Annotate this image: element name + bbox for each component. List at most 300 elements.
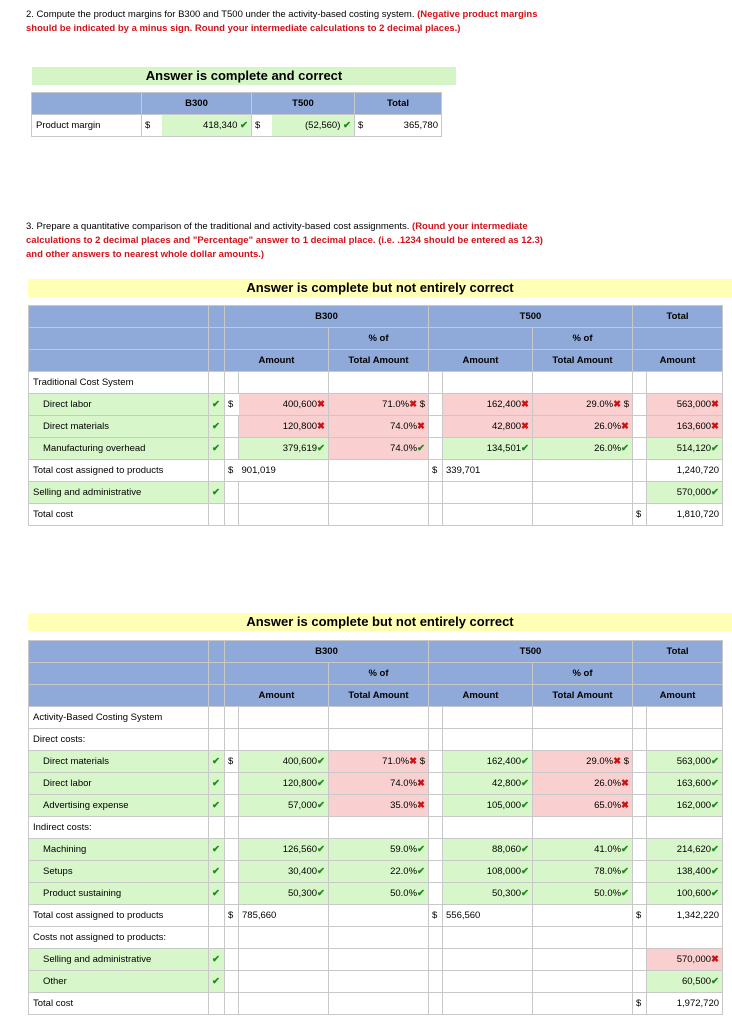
table-cell: Total Amount: [533, 350, 633, 372]
table-cell: [633, 460, 647, 482]
table-cell: Total Amount: [329, 685, 429, 707]
banner-abc: Answer is complete but not entirely correct: [28, 613, 732, 631]
check-icon: ✔: [209, 394, 225, 416]
check-icon: ✔: [240, 120, 248, 131]
check-icon: ✔: [521, 443, 529, 454]
table-cell: [225, 993, 239, 1015]
cell-text: 50,300: [491, 888, 522, 899]
table-cell: Amount: [633, 350, 723, 372]
table-cell: [429, 993, 443, 1015]
table-row: [29, 795, 723, 817]
table-cell: [429, 927, 443, 949]
table-cell: [239, 993, 329, 1015]
cell-text: 26.0%: [594, 443, 622, 454]
table-cell: [209, 817, 225, 839]
x-icon: ✖: [409, 756, 418, 767]
cell-text: $: [419, 756, 425, 767]
cell-text: 162,000: [676, 800, 712, 811]
table-cell: $: [429, 460, 443, 482]
table-row: [29, 773, 723, 795]
table-cell[interactable]: [239, 751, 329, 773]
table-cell: [533, 729, 633, 751]
question-2-text: 2. Compute the product margins for B300 and T500 under the activity-based costing system.: [26, 9, 415, 20]
table-cell: [533, 707, 633, 729]
table-cell: Total cost assigned to products: [29, 905, 209, 927]
table-cell[interactable]: [443, 751, 533, 773]
table-cell: % of: [329, 328, 429, 350]
table-cell: Amount: [225, 685, 329, 707]
table-cell: [533, 460, 633, 482]
product-margin-label: Product margin: [32, 115, 142, 137]
x-icon: ✖: [621, 800, 630, 811]
table-cell: % of: [329, 663, 429, 685]
table-cell: [225, 883, 239, 905]
cell-text: 88,060: [491, 844, 522, 855]
table-cell: [209, 641, 225, 663]
table-cell: [633, 795, 647, 817]
table-cell: [647, 927, 723, 949]
table-cell: Indirect costs:: [29, 817, 209, 839]
table-row: [29, 350, 723, 372]
table-cell: [225, 927, 239, 949]
table-cell: [225, 504, 239, 526]
x-icon: ✖: [711, 421, 720, 432]
table-cell: [633, 883, 647, 905]
table-cell: $: [355, 115, 370, 137]
table-cell: 901,019: [239, 460, 329, 482]
table-cell: Direct costs:: [29, 729, 209, 751]
cell-text: 50.0%: [390, 888, 418, 899]
table-cell[interactable]: [239, 438, 329, 460]
cell-text: 400,600: [282, 399, 318, 410]
header-b300: B300: [225, 306, 429, 328]
table-cell: [239, 504, 329, 526]
x-icon: ✖: [317, 399, 325, 410]
check-icon: ✔: [711, 487, 720, 498]
table-cell: [225, 328, 329, 350]
table-cell: [429, 839, 443, 861]
cell-text: 126,560: [282, 844, 318, 855]
table-row: [29, 993, 723, 1015]
table-cell: [429, 394, 443, 416]
check-icon: ✔: [209, 751, 225, 773]
table-cell[interactable]: [533, 883, 633, 905]
table-cell[interactable]: [329, 751, 429, 773]
table-cell[interactable]: [443, 416, 533, 438]
table-row: [29, 372, 723, 394]
table-cell: [443, 504, 533, 526]
table-cell: [329, 729, 429, 751]
table-cell: [633, 394, 647, 416]
cell-text: 30,400: [287, 866, 318, 877]
x-icon: ✖: [417, 800, 425, 811]
table-cell: Amount: [633, 685, 723, 707]
table-cell: [533, 927, 633, 949]
check-icon: ✔: [711, 800, 720, 811]
table-cell: [533, 993, 633, 1015]
table-cell: 556,560: [443, 905, 533, 927]
table-cell: Product sustaining: [29, 883, 209, 905]
table-cell: [239, 971, 329, 993]
table-cell[interactable]: [533, 416, 633, 438]
table-cell: [443, 372, 533, 394]
table-row: [29, 707, 723, 729]
table-cell: [209, 460, 225, 482]
table-cell: [429, 773, 443, 795]
table-cell: [209, 504, 225, 526]
table-row: [29, 927, 723, 949]
table-cell[interactable]: [533, 839, 633, 861]
table-cell: [209, 328, 225, 350]
table-cell: [239, 372, 329, 394]
table-cell: 1,342,220: [647, 905, 723, 927]
table-cell: Manufacturing overhead: [29, 438, 209, 460]
cell-text: 214,620: [676, 844, 712, 855]
table-cell[interactable]: [647, 971, 723, 993]
x-icon: ✖: [613, 756, 622, 767]
table-cell[interactable]: [239, 394, 329, 416]
table-cell: 1,972,720: [647, 993, 723, 1015]
table-cell: [429, 817, 443, 839]
table-cell[interactable]: [533, 438, 633, 460]
banner-traditional: Answer is complete but not entirely correct: [28, 279, 732, 297]
table-cell: [429, 438, 443, 460]
cell-text: 514,120: [676, 443, 712, 454]
table-cell: [533, 372, 633, 394]
table-row: [29, 306, 723, 328]
x-icon: ✖: [521, 421, 529, 432]
table-cell: [329, 372, 429, 394]
table-cell: $: [429, 905, 443, 927]
table-cell[interactable]: [239, 883, 329, 905]
check-icon: ✔: [711, 888, 720, 899]
table-cell[interactable]: [443, 795, 533, 817]
table-cell: $: [633, 905, 647, 927]
cell-text: 162,400: [486, 399, 522, 410]
check-icon: ✔: [209, 482, 225, 504]
table-cell: T500: [429, 641, 633, 663]
table-cell[interactable]: [443, 839, 533, 861]
table-cell: $: [633, 504, 647, 526]
table-row: [29, 751, 723, 773]
table-cell: [225, 795, 239, 817]
cell-text: 379,619: [282, 443, 318, 454]
table-cell: [429, 883, 443, 905]
cell-text: 570,000: [676, 487, 712, 498]
cell-text: 71.0%: [382, 399, 410, 410]
table-cell: [329, 971, 429, 993]
cell-text: 108,000: [486, 866, 522, 877]
cell-text: 418,340: [203, 120, 238, 131]
check-icon: ✔: [417, 866, 425, 877]
table-cell[interactable]: [647, 482, 723, 504]
cell-text: 563,000: [676, 399, 712, 410]
header-t500: T500: [252, 93, 355, 115]
table-cell[interactable]: [647, 883, 723, 905]
table-cell[interactable]: [239, 416, 329, 438]
table-cell: Direct labor: [29, 394, 209, 416]
section-title: Traditional Cost System: [29, 372, 209, 394]
check-icon: ✔: [417, 443, 425, 454]
cell-text: 50,300: [287, 888, 318, 899]
check-icon: ✔: [209, 971, 225, 993]
check-icon: ✔: [209, 839, 225, 861]
total-margin: 365,780: [370, 115, 442, 137]
table-row: [29, 663, 723, 685]
cell-text: 74.0%: [390, 421, 418, 432]
table-cell: [633, 751, 647, 773]
table-cell: $: [225, 751, 239, 773]
table-cell: [239, 927, 329, 949]
cell-text: 29.0%: [586, 756, 614, 767]
table-cell: $: [225, 905, 239, 927]
table-cell: Total Amount: [533, 685, 633, 707]
cell-text: 120,800: [282, 421, 318, 432]
table-cell: [533, 817, 633, 839]
cell-text: 35.0%: [390, 800, 418, 811]
cell-text: 163,600: [676, 778, 712, 789]
check-icon: ✔: [711, 844, 720, 855]
check-icon: ✔: [317, 443, 325, 454]
x-icon: ✖: [521, 399, 529, 410]
table-cell: [209, 927, 225, 949]
check-icon: ✔: [521, 778, 529, 789]
cell-text: 57,000: [287, 800, 318, 811]
table-cell[interactable]: [329, 883, 429, 905]
table-row: [32, 115, 442, 137]
cell-text: 400,600: [282, 756, 318, 767]
table-cell[interactable]: [239, 839, 329, 861]
table-cell: [429, 729, 443, 751]
table-cell: [429, 971, 443, 993]
table-cell[interactable]: [647, 394, 723, 416]
check-icon: ✔: [209, 861, 225, 883]
table-cell[interactable]: [533, 795, 633, 817]
table-cell[interactable]: [533, 773, 633, 795]
table-cell: [633, 482, 647, 504]
check-icon: ✔: [209, 883, 225, 905]
table-cell: [209, 663, 225, 685]
x-icon: ✖: [711, 399, 720, 410]
table-cell[interactable]: [239, 773, 329, 795]
table-cell: [29, 306, 209, 328]
table-cell: [633, 663, 723, 685]
cell-text: 60,500: [681, 976, 712, 987]
cell-text: 22.0%: [390, 866, 418, 877]
table-cell: [29, 328, 209, 350]
table-cell[interactable]: [329, 839, 429, 861]
table-cell: [633, 817, 647, 839]
table-cell[interactable]: [329, 773, 429, 795]
table-cell: [225, 861, 239, 883]
table-cell[interactable]: [329, 438, 429, 460]
table-cell[interactable]: [647, 438, 723, 460]
check-icon: ✔: [621, 866, 630, 877]
table-cell: [429, 372, 443, 394]
table-cell[interactable]: [443, 394, 533, 416]
table-cell[interactable]: [443, 438, 533, 460]
table-cell[interactable]: [533, 394, 633, 416]
cell-text: $: [419, 399, 425, 410]
table-cell: Selling and administrative: [29, 949, 209, 971]
cell-text: 42,800: [491, 778, 522, 789]
table-cell: [225, 729, 239, 751]
check-icon: ✔: [521, 800, 529, 811]
table-cell: [633, 971, 647, 993]
cell-text: 42,800: [491, 421, 522, 432]
table-row: [29, 394, 723, 416]
cell-text: 120,800: [282, 778, 318, 789]
check-icon: ✔: [521, 888, 529, 899]
check-icon: ✔: [521, 844, 529, 855]
table-cell[interactable]: [533, 861, 633, 883]
cell-text: 134,501: [486, 443, 522, 454]
table-cell: [443, 949, 533, 971]
b300-margin-input[interactable]: [162, 115, 252, 137]
table-cell: [329, 949, 429, 971]
table-cell: [429, 504, 443, 526]
table-row: [29, 328, 723, 350]
header-total: Total: [355, 93, 442, 115]
cell-text: $: [623, 756, 630, 767]
table-cell: [329, 993, 429, 1015]
table-cell[interactable]: [239, 795, 329, 817]
t500-margin-input[interactable]: [272, 115, 355, 137]
table-cell: [239, 729, 329, 751]
table-cell[interactable]: [533, 751, 633, 773]
cell-text: 78.0%: [594, 866, 622, 877]
table-cell: Total cost assigned to products: [29, 460, 209, 482]
table-cell: 1,810,720: [647, 504, 723, 526]
cell-text: 50.0%: [594, 888, 622, 899]
table-cell: Direct materials: [29, 416, 209, 438]
table-cell: [633, 416, 647, 438]
cell-text: 105,000: [486, 800, 522, 811]
table-cell: [225, 949, 239, 971]
table-cell: % of: [533, 663, 633, 685]
table-cell: [29, 350, 209, 372]
table-cell: [429, 663, 533, 685]
check-icon: ✔: [711, 866, 720, 877]
table-cell: [443, 729, 533, 751]
table-row: [29, 438, 723, 460]
table-cell: Selling and administrative: [29, 482, 209, 504]
table-row: [29, 861, 723, 883]
question-3: [26, 220, 546, 262]
table-cell[interactable]: [329, 795, 429, 817]
check-icon: ✔: [317, 866, 325, 877]
table-cell: Activity-Based Costing System: [29, 707, 209, 729]
table-cell[interactable]: [329, 394, 429, 416]
table-cell[interactable]: [647, 773, 723, 795]
table-cell: [329, 504, 429, 526]
product-margin-table: [31, 92, 442, 137]
table-cell[interactable]: [443, 861, 533, 883]
cell-text: 74.0%: [390, 778, 418, 789]
table-cell: [443, 927, 533, 949]
table-row: [29, 839, 723, 861]
table-row: [29, 416, 723, 438]
table-cell[interactable]: [647, 416, 723, 438]
table-row: [29, 460, 723, 482]
cell-text: 138,400: [676, 866, 712, 877]
cell-text: 162,400: [486, 756, 522, 767]
table-cell: [209, 372, 225, 394]
table-row: [29, 971, 723, 993]
table-cell: [633, 729, 647, 751]
table-cell: [429, 707, 443, 729]
table-cell: Amount: [429, 685, 533, 707]
table-row: [29, 482, 723, 504]
table-cell: Amount: [225, 350, 329, 372]
table-cell: [209, 729, 225, 751]
table-cell[interactable]: [647, 861, 723, 883]
table-cell[interactable]: [239, 861, 329, 883]
table-cell: [533, 949, 633, 971]
check-icon: ✔: [209, 949, 225, 971]
table-cell: [239, 707, 329, 729]
check-icon: ✔: [209, 795, 225, 817]
table-cell[interactable]: [329, 861, 429, 883]
table-cell: [209, 685, 225, 707]
table-cell: [225, 707, 239, 729]
check-icon: ✔: [417, 844, 425, 855]
table-cell: $: [252, 115, 272, 137]
cell-text: 100,600: [676, 888, 712, 899]
cell-text: $: [623, 399, 630, 410]
table-cell: [209, 350, 225, 372]
table-cell: Total cost: [29, 993, 209, 1015]
cell-text: 163,600: [676, 421, 712, 432]
x-icon: ✖: [613, 399, 622, 410]
table-cell: Total cost: [29, 504, 209, 526]
traditional-table: [28, 305, 723, 526]
check-icon: ✔: [209, 773, 225, 795]
table-cell[interactable]: [443, 883, 533, 905]
table-cell: [429, 949, 443, 971]
table-cell: % of: [533, 328, 633, 350]
table-cell: [429, 416, 443, 438]
table-cell: [647, 729, 723, 751]
table-cell[interactable]: [329, 416, 429, 438]
x-icon: ✖: [621, 778, 630, 789]
table-cell: [633, 839, 647, 861]
cell-text: 74.0%: [390, 443, 418, 454]
table-cell: [429, 795, 443, 817]
table-cell: [239, 949, 329, 971]
table-cell: [329, 927, 429, 949]
table-cell[interactable]: [647, 839, 723, 861]
table-cell: [429, 751, 443, 773]
x-icon: ✖: [317, 421, 325, 432]
table-cell[interactable]: [443, 773, 533, 795]
table-cell: [429, 482, 443, 504]
header-t500: T500: [429, 306, 633, 328]
table-cell[interactable]: [647, 949, 723, 971]
table-cell[interactable]: [647, 795, 723, 817]
table-cell: [633, 861, 647, 883]
table-cell: Other: [29, 971, 209, 993]
table-cell: [225, 773, 239, 795]
x-icon: ✖: [621, 421, 630, 432]
table-cell: $: [633, 993, 647, 1015]
check-icon: ✔: [417, 888, 425, 899]
table-cell: Direct labor: [29, 773, 209, 795]
table-cell: [329, 707, 429, 729]
table-cell: [647, 707, 723, 729]
table-cell: [329, 460, 429, 482]
table-cell[interactable]: [647, 751, 723, 773]
